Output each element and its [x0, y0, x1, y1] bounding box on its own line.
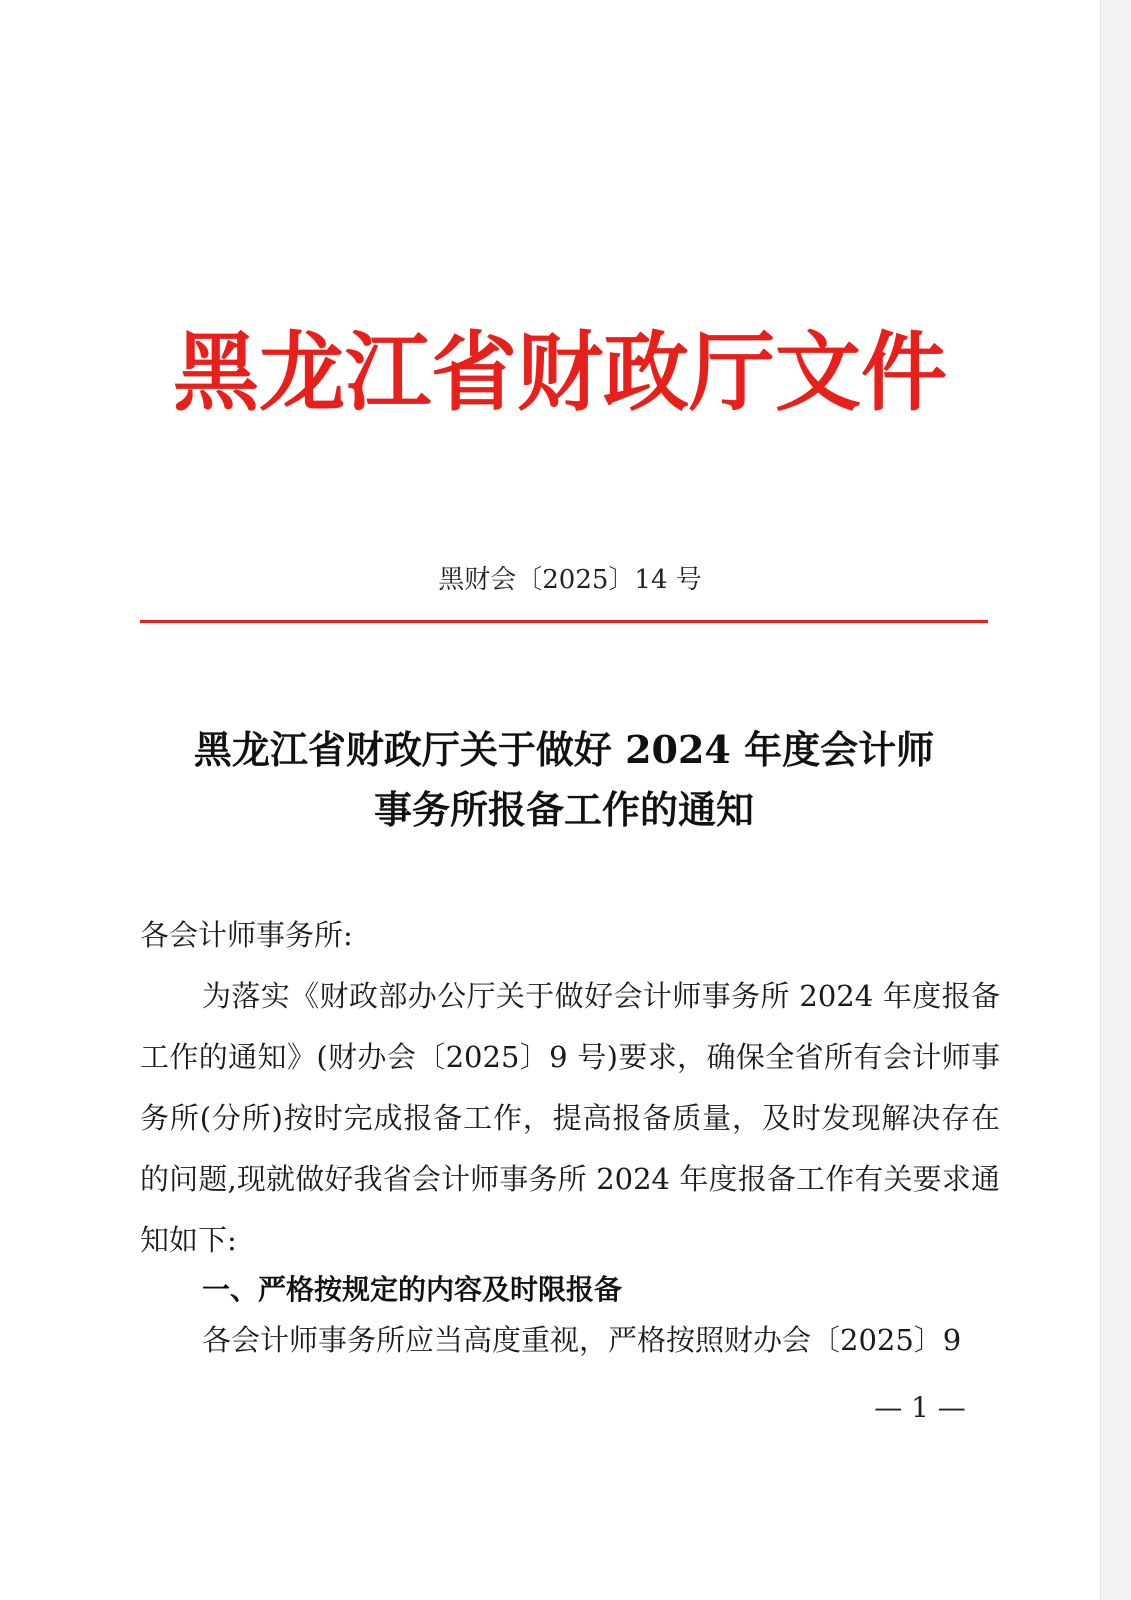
salutation: 各会计师事务所:: [140, 918, 353, 952]
red-separator-rule: [140, 620, 988, 623]
notice-title-line-2: 事务所报备工作的通知: [373, 787, 754, 832]
section-1-heading: 一、严格按规定的内容及时限报备: [202, 1273, 623, 1306]
notice-title-line-1: 黑龙江省财政厅关于做好 2024 年度会计师: [193, 727, 935, 772]
red-header-title: 黑龙江省财政厅文件: [173, 322, 947, 423]
body-paragraph-1: 为落实《财政部办公厅关于做好会计师事务所 2024 年度报备工作的通知》(财办会〔2025〕9 号)要求，确保全省所有会计师事务所(分所)按时完成报备工作，提高报备质量，及时发现解决存在的问题,现就做好我省会计师事务所 2024 年度报备工作有关要求通知如下:: [140, 979, 1000, 1257]
document-number: 黑财会〔2025〕14 号: [438, 565, 702, 595]
page-number: — 1 —: [874, 1391, 966, 1424]
notice-title: [140, 720, 988, 840]
page-edge-margin: [1100, 0, 1131, 1600]
body-paragraph-2: 各会计师事务所应当高度重视，严格按照财办会〔2025〕9: [202, 1323, 962, 1357]
